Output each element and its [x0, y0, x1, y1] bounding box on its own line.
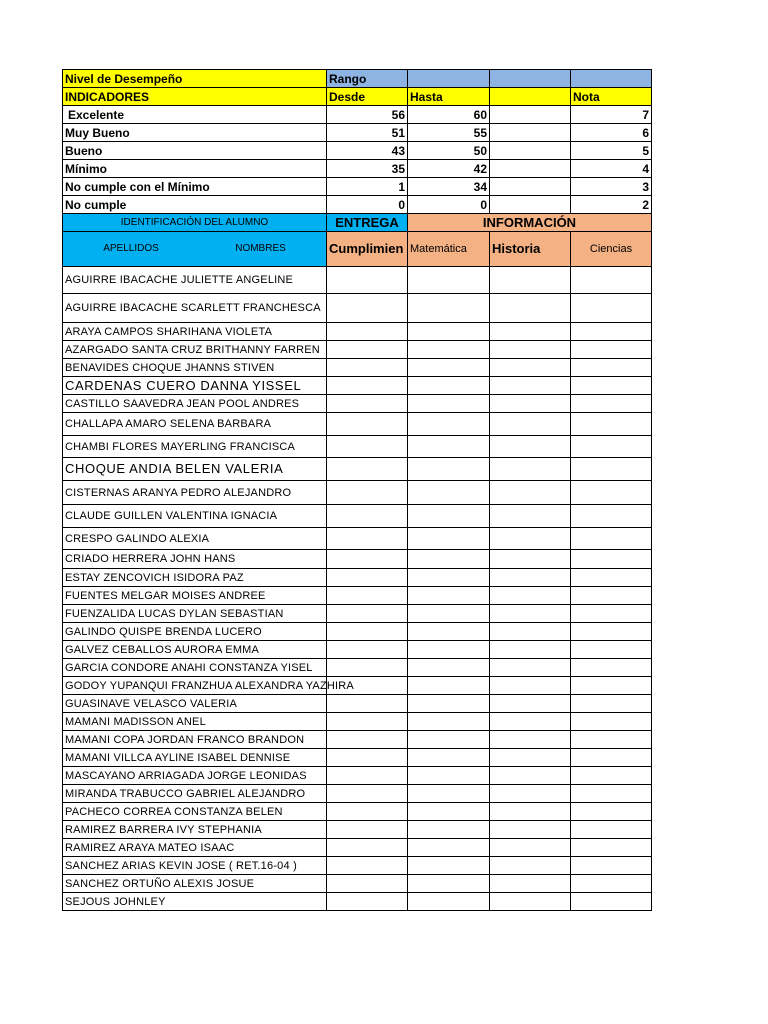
student-name-cell[interactable]: CASTILLO SAAVEDRA JEAN POOL ANDRES: [63, 395, 327, 413]
student-row: [63, 785, 652, 803]
grade-entry-cell[interactable]: [490, 875, 571, 893]
level-from-cell[interactable]: 43: [327, 142, 408, 160]
spreadsheet: [62, 69, 651, 911]
grade-entry-cell[interactable]: [490, 785, 571, 803]
empty-header-cell[interactable]: [408, 70, 490, 88]
level-to-cell[interactable]: 0: [408, 196, 490, 214]
grade-entry-cell[interactable]: [490, 803, 571, 821]
grade-entry-cell[interactable]: [490, 458, 571, 481]
grade-entry-cell[interactable]: [571, 767, 652, 785]
grade-entry-cell[interactable]: [571, 294, 652, 323]
level-empty-cell[interactable]: [490, 160, 571, 178]
identification-header-cell[interactable]: IDENTIFICACIÓN DEL ALUMNO: [63, 214, 327, 232]
level-to-cell[interactable]: 42: [408, 160, 490, 178]
level-to-cell[interactable]: 60: [408, 106, 490, 124]
grade-entry-cell[interactable]: [571, 659, 652, 677]
grade-entry-cell[interactable]: [327, 341, 408, 359]
student-row: [63, 749, 652, 767]
student-row: [63, 803, 652, 821]
student-name-cell[interactable]: AZARGADO SANTA CRUZ BRITHANNY FARREN: [63, 341, 327, 359]
level-from-cell[interactable]: 56: [327, 106, 408, 124]
student-row: [63, 641, 652, 659]
subject-header-cell[interactable]: Matemática: [408, 232, 490, 267]
grade-entry-cell[interactable]: [408, 857, 490, 875]
grade-entry-cell[interactable]: [327, 713, 408, 731]
grade-entry-cell[interactable]: [327, 659, 408, 677]
to-header-cell[interactable]: Hasta: [408, 88, 490, 106]
grade-entry-cell[interactable]: [490, 713, 571, 731]
level-grade-cell[interactable]: 3: [571, 178, 652, 196]
grade-entry-cell[interactable]: [408, 395, 490, 413]
student-row: [63, 436, 652, 458]
level-grade-cell[interactable]: 2: [571, 196, 652, 214]
grade-entry-cell[interactable]: [327, 267, 408, 294]
grade-entry-cell[interactable]: [327, 395, 408, 413]
student-name-cell[interactable]: CISTERNAS ARANYA PEDRO ALEJANDRO: [63, 481, 327, 505]
grade-entry-cell[interactable]: [571, 731, 652, 749]
grade-entry-cell[interactable]: [327, 587, 408, 605]
level-grade-cell[interactable]: 7: [571, 106, 652, 124]
grade-entry-cell[interactable]: [490, 436, 571, 458]
entrega-header-cell[interactable]: ENTREGA: [327, 214, 408, 232]
indicators-header-cell[interactable]: INDICADORES: [63, 88, 327, 106]
student-name-cell[interactable]: MAMANI VILLCA AYLINE ISABEL DENNISE: [63, 749, 327, 767]
student-row: [63, 481, 652, 505]
level-empty-cell[interactable]: [490, 196, 571, 214]
student-row: [63, 377, 652, 395]
grade-entry-cell[interactable]: [408, 713, 490, 731]
grade-entry-cell[interactable]: [490, 550, 571, 569]
grade-entry-cell[interactable]: [490, 587, 571, 605]
grade-entry-cell[interactable]: [327, 550, 408, 569]
grade-entry-cell[interactable]: [490, 821, 571, 839]
grade-entry-cell[interactable]: [408, 695, 490, 713]
grade-entry-cell[interactable]: [408, 341, 490, 359]
student-row: [63, 713, 652, 731]
grade-entry-cell[interactable]: [408, 803, 490, 821]
student-row: [63, 267, 652, 294]
surnames-label: APELLIDOS: [103, 243, 159, 254]
grade-entry-cell[interactable]: [571, 377, 652, 395]
levels-title-row: [63, 70, 652, 88]
grade-entry-cell[interactable]: [408, 893, 490, 911]
student-name-cell[interactable]: RAMIREZ BARRERA IVY STEPHANIA: [63, 821, 327, 839]
level-grade-cell[interactable]: 6: [571, 124, 652, 142]
student-row: [63, 359, 652, 377]
grade-entry-cell[interactable]: [408, 550, 490, 569]
student-name-cell[interactable]: BENAVIDES CHOQUE JHANNS STIVEN: [63, 359, 327, 377]
grade-entry-cell[interactable]: [490, 695, 571, 713]
grade-entry-cell[interactable]: [490, 359, 571, 377]
student-row: [63, 857, 652, 875]
grade-entry-cell[interactable]: [571, 395, 652, 413]
student-name-cell[interactable]: RAMIREZ ARAYA MATEO ISAAC: [63, 839, 327, 857]
grade-entry-cell[interactable]: [408, 767, 490, 785]
student-name-cell[interactable]: MIRANDA TRABUCCO GABRIEL ALEJANDRO: [63, 785, 327, 803]
grade-entry-cell[interactable]: [408, 731, 490, 749]
informacion-header-cell[interactable]: INFORMACIÓN: [408, 214, 652, 232]
grade-entry-cell[interactable]: [571, 505, 652, 528]
grade-entry-cell[interactable]: [571, 623, 652, 641]
grade-entry-cell[interactable]: [490, 839, 571, 857]
grade-entry-cell[interactable]: [327, 767, 408, 785]
range-header-cell[interactable]: Rango: [327, 70, 408, 88]
student-row: [63, 458, 652, 481]
grade-entry-cell[interactable]: [490, 767, 571, 785]
grade-entry-cell[interactable]: [327, 294, 408, 323]
grade-entry-cell[interactable]: [327, 839, 408, 857]
grade-entry-cell[interactable]: [327, 695, 408, 713]
student-row: [63, 623, 652, 641]
student-name-cell[interactable]: SEJOUS JOHNLEY: [63, 893, 327, 911]
grade-entry-cell[interactable]: [571, 458, 652, 481]
level-from-cell[interactable]: 35: [327, 160, 408, 178]
grade-entry-cell[interactable]: [408, 436, 490, 458]
student-name-cell[interactable]: PACHECO CORREA CONSTANZA BELEN: [63, 803, 327, 821]
level-name-cell[interactable]: No cumple con el Mínimo: [63, 178, 327, 196]
level-name-cell[interactable]: Mínimo: [63, 160, 327, 178]
grade-entry-cell[interactable]: [571, 359, 652, 377]
grade-entry-cell[interactable]: [327, 436, 408, 458]
empty-header-cell[interactable]: [490, 70, 571, 88]
grade-entry-cell[interactable]: [571, 413, 652, 436]
level-empty-cell[interactable]: [490, 178, 571, 196]
grade-entry-cell[interactable]: [408, 677, 490, 695]
grade-entry-cell[interactable]: [327, 605, 408, 623]
student-row: [63, 767, 652, 785]
grade-entry-cell[interactable]: [571, 641, 652, 659]
grade-entry-cell[interactable]: [571, 785, 652, 803]
grade-entry-cell[interactable]: [571, 550, 652, 569]
grade-entry-cell[interactable]: [408, 323, 490, 341]
student-name-cell[interactable]: CRIADO HERRERA JOHN HANS: [63, 550, 327, 569]
student-name-cell[interactable]: GARCIA CONDORE ANAHI CONSTANZA YISEL: [63, 659, 327, 677]
grade-entry-cell[interactable]: [571, 677, 652, 695]
grade-entry-cell[interactable]: [571, 749, 652, 767]
grade-entry-cell[interactable]: [408, 294, 490, 323]
student-name-cell[interactable]: CARDENAS CUERO DANNA YISSEL: [63, 377, 327, 395]
level-to-cell[interactable]: 34: [408, 178, 490, 196]
student-row: [63, 587, 652, 605]
grade-entry-cell[interactable]: [490, 893, 571, 911]
grade-entry-cell[interactable]: [571, 875, 652, 893]
level-row: [63, 142, 652, 160]
grade-entry-cell[interactable]: [408, 505, 490, 528]
grade-entry-cell[interactable]: [408, 659, 490, 677]
grade-entry-cell[interactable]: [490, 569, 571, 587]
grade-entry-cell[interactable]: [327, 731, 408, 749]
level-row: [63, 160, 652, 178]
grade-entry-cell[interactable]: [408, 413, 490, 436]
student-row: [63, 659, 652, 677]
grade-entry-cell[interactable]: [327, 893, 408, 911]
grade-entry-cell[interactable]: [327, 377, 408, 395]
grade-entry-cell[interactable]: [571, 481, 652, 505]
grade-entry-cell[interactable]: [571, 436, 652, 458]
student-name-cell[interactable]: CLAUDE GUILLEN VALENTINA IGNACIA: [63, 505, 327, 528]
empty-header-cell[interactable]: [490, 88, 571, 106]
level-name-cell[interactable]: No cumple: [63, 196, 327, 214]
level-from-cell[interactable]: 0: [327, 196, 408, 214]
grade-entry-cell[interactable]: [327, 458, 408, 481]
grade-entry-cell[interactable]: [327, 875, 408, 893]
grade-entry-cell[interactable]: [327, 323, 408, 341]
surnames-names-header-cell[interactable]: [63, 232, 327, 267]
grade-entry-cell[interactable]: [571, 821, 652, 839]
student-name-cell[interactable]: FUENTES MELGAR MOISES ANDREE: [63, 587, 327, 605]
grade-entry-cell[interactable]: [490, 623, 571, 641]
empty-header-cell[interactable]: [571, 70, 652, 88]
grade-entry-cell[interactable]: [408, 605, 490, 623]
grade-entry-cell[interactable]: [408, 481, 490, 505]
student-row: [63, 341, 652, 359]
student-name-cell[interactable]: MASCAYANO ARRIAGADA JORGE LEONIDAS: [63, 767, 327, 785]
student-row: [63, 323, 652, 341]
grade-entry-cell[interactable]: [408, 569, 490, 587]
grade-entry-cell[interactable]: [490, 341, 571, 359]
grade-entry-cell[interactable]: [571, 695, 652, 713]
student-row: [63, 505, 652, 528]
grade-entry-cell[interactable]: [408, 821, 490, 839]
grade-entry-cell[interactable]: [490, 528, 571, 550]
grade-entry-cell[interactable]: [571, 713, 652, 731]
grade-entry-cell[interactable]: [408, 839, 490, 857]
level-row: [63, 196, 652, 214]
grade-entry-cell[interactable]: [408, 785, 490, 803]
grade-entry-cell[interactable]: [408, 377, 490, 395]
student-name-cell[interactable]: CHOQUE ANDIA BELEN VALERIA: [63, 458, 327, 481]
student-name-cell[interactable]: GUASINAVE VELASCO VALERIA: [63, 695, 327, 713]
grade-entry-cell[interactable]: [327, 359, 408, 377]
level-name-cell[interactable]: Muy Bueno: [63, 124, 327, 142]
grade-entry-cell[interactable]: [327, 413, 408, 436]
grade-table: [62, 69, 652, 911]
grade-entry-cell[interactable]: [408, 875, 490, 893]
grade-entry-cell[interactable]: [327, 857, 408, 875]
student-name-cell[interactable]: SANCHEZ ARIAS KEVIN JOSE ( RET.16-04 ): [63, 857, 327, 875]
student-name-cell[interactable]: GODOY YUPANQUI FRANZHUA ALEXANDRA YAZHIRA: [63, 677, 327, 695]
student-row: [63, 569, 652, 587]
student-name-cell[interactable]: MAMANI MADISSON ANEL: [63, 713, 327, 731]
grade-entry-cell[interactable]: [490, 505, 571, 528]
grade-entry-cell[interactable]: [571, 569, 652, 587]
level-to-cell[interactable]: 55: [408, 124, 490, 142]
student-row: [63, 605, 652, 623]
student-name-cell[interactable]: GALVEZ CEBALLOS AURORA EMMA: [63, 641, 327, 659]
level-empty-cell[interactable]: [490, 124, 571, 142]
grade-entry-cell[interactable]: [327, 803, 408, 821]
student-row: [63, 395, 652, 413]
grade-entry-cell[interactable]: [327, 821, 408, 839]
grade-entry-cell[interactable]: [490, 323, 571, 341]
student-name-cell[interactable]: GALINDO QUISPE BRENDA LUCERO: [63, 623, 327, 641]
subject-header-cell[interactable]: Ciencias: [571, 232, 652, 267]
level-grade-cell[interactable]: 5: [571, 142, 652, 160]
student-name-cell[interactable]: AGUIRRE IBACACHE JULIETTE ANGELINE: [63, 267, 327, 294]
student-row: [63, 413, 652, 436]
grade-entry-cell[interactable]: [490, 605, 571, 623]
level-empty-cell[interactable]: [490, 106, 571, 124]
student-row: [63, 528, 652, 550]
grade-entry-cell[interactable]: [490, 377, 571, 395]
student-name-cell[interactable]: CHALLAPA AMARO SELENA BARBARA: [63, 413, 327, 436]
subject-header-cell[interactable]: Cumplimien: [327, 232, 408, 267]
level-row: [63, 124, 652, 142]
grade-entry-cell[interactable]: [571, 605, 652, 623]
level-row: [63, 106, 652, 124]
student-name-cell[interactable]: AGUIRRE IBACACHE SCARLETT FRANCHESCA: [63, 294, 327, 323]
grade-entry-cell[interactable]: [571, 839, 652, 857]
grade-entry-cell[interactable]: [408, 641, 490, 659]
grade-entry-cell[interactable]: [490, 413, 571, 436]
grade-entry-cell[interactable]: [408, 359, 490, 377]
level-from-cell[interactable]: 51: [327, 124, 408, 142]
indicators-header-row: [63, 88, 652, 106]
student-name-cell[interactable]: SANCHEZ ORTUÑO ALEXIS JOSUE: [63, 875, 327, 893]
grade-entry-cell[interactable]: [571, 893, 652, 911]
grade-entry-cell[interactable]: [327, 569, 408, 587]
grade-entry-cell[interactable]: [408, 749, 490, 767]
grade-entry-cell[interactable]: [571, 341, 652, 359]
grade-entry-cell[interactable]: [408, 458, 490, 481]
student-row: [63, 821, 652, 839]
grade-entry-cell[interactable]: [490, 659, 571, 677]
grade-header-cell[interactable]: Nota: [571, 88, 652, 106]
grade-entry-cell[interactable]: [408, 267, 490, 294]
grade-entry-cell[interactable]: [490, 857, 571, 875]
student-row: [63, 550, 652, 569]
student-name-cell[interactable]: ARAYA CAMPOS SHARIHANA VIOLETA: [63, 323, 327, 341]
student-row: [63, 893, 652, 911]
grade-entry-cell[interactable]: [490, 641, 571, 659]
grade-entry-cell[interactable]: [571, 857, 652, 875]
grade-entry-cell[interactable]: [490, 749, 571, 767]
grade-entry-cell[interactable]: [571, 587, 652, 605]
student-row: [63, 294, 652, 323]
student-name-cell[interactable]: CRESPO GALINDO ALEXIA: [63, 528, 327, 550]
student-row: [63, 731, 652, 749]
grade-entry-cell[interactable]: [408, 587, 490, 605]
student-name-cell[interactable]: CHAMBI FLORES MAYERLING FRANCISCA: [63, 436, 327, 458]
student-name-cell[interactable]: MAMANI COPA JORDAN FRANCO BRANDON: [63, 731, 327, 749]
student-row: [63, 875, 652, 893]
grade-entry-cell[interactable]: [490, 294, 571, 323]
student-name-cell[interactable]: ESTAY ZENCOVICH ISIDORA PAZ: [63, 569, 327, 587]
grade-entry-cell[interactable]: [571, 528, 652, 550]
grade-entry-cell[interactable]: [490, 731, 571, 749]
level-name-cell[interactable]: Bueno: [63, 142, 327, 160]
grade-entry-cell[interactable]: [490, 267, 571, 294]
grade-entry-cell[interactable]: [327, 623, 408, 641]
student-row: [63, 677, 652, 695]
subject-header-cell[interactable]: Historia: [490, 232, 571, 267]
grade-entry-cell[interactable]: [327, 481, 408, 505]
grade-entry-cell[interactable]: [490, 481, 571, 505]
level-empty-cell[interactable]: [490, 142, 571, 160]
level-name-cell[interactable]: Excelente: [63, 106, 327, 124]
grade-entry-cell[interactable]: [490, 677, 571, 695]
grade-entry-cell[interactable]: [571, 323, 652, 341]
section-header-row: [63, 214, 652, 232]
grade-entry-cell[interactable]: [571, 267, 652, 294]
grade-entry-cell[interactable]: [327, 641, 408, 659]
level-to-cell[interactable]: 50: [408, 142, 490, 160]
grade-entry-cell[interactable]: [327, 749, 408, 767]
level-from-cell[interactable]: 1: [327, 178, 408, 196]
grade-entry-cell[interactable]: [408, 623, 490, 641]
grade-entry-cell[interactable]: [327, 505, 408, 528]
grade-entry-cell[interactable]: [408, 528, 490, 550]
student-row: [63, 839, 652, 857]
names-label: NOMBRES: [235, 243, 286, 254]
student-name-cell[interactable]: FUENZALIDA LUCAS DYLAN SEBASTIAN: [63, 605, 327, 623]
from-header-cell[interactable]: Desde: [327, 88, 408, 106]
column-header-row: [63, 232, 652, 267]
level-row: [63, 178, 652, 196]
student-row: [63, 695, 652, 713]
grade-entry-cell[interactable]: [327, 528, 408, 550]
grade-entry-cell[interactable]: [490, 395, 571, 413]
grade-entry-cell[interactable]: [571, 803, 652, 821]
level-grade-cell[interactable]: 4: [571, 160, 652, 178]
grade-entry-cell[interactable]: [327, 785, 408, 803]
levels-title-cell[interactable]: Nivel de Desempeño: [63, 70, 327, 88]
